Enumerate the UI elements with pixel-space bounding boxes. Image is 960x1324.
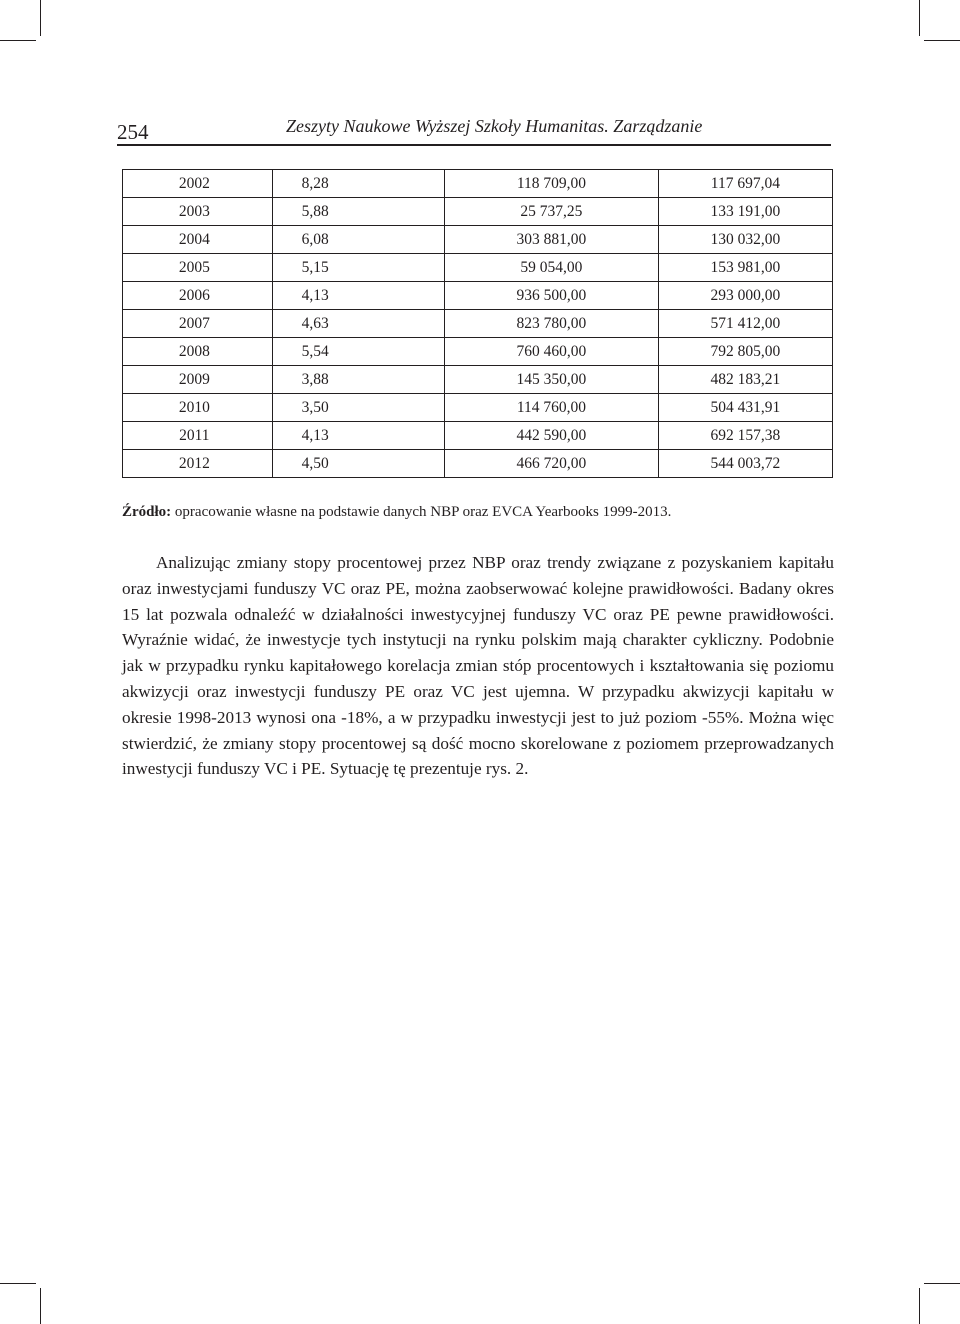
- cell-value-2: 153 981,00: [658, 254, 832, 282]
- table-row: [123, 422, 833, 450]
- cell-interest-rate: 8,28: [272, 170, 444, 198]
- cell-year: 2008: [123, 338, 273, 366]
- crop-mark-top-right-vertical: [919, 0, 920, 36]
- crop-mark-top-right-horizontal: [924, 40, 960, 41]
- table-row: [123, 450, 833, 478]
- crop-mark-bottom-left-horizontal: [0, 1283, 36, 1284]
- cell-year: 2007: [123, 310, 273, 338]
- cell-year: 2003: [123, 198, 273, 226]
- cell-interest-rate: 5,54: [272, 338, 444, 366]
- table-row: [123, 282, 833, 310]
- page-header: [117, 112, 831, 146]
- cell-value-1: 145 350,00: [445, 366, 659, 394]
- source-text: opracowanie własne na podstawie danych NBP oraz EVCA Yearbooks 1999-2013.: [171, 504, 672, 520]
- source-label: Źródło:: [122, 504, 172, 520]
- page-number: 254: [117, 120, 149, 144]
- body-paragraph: Analizując zmiany stopy procentowej przez NBP oraz trendy związane z pozyskaniem kapitału oraz inwestycjami funduszy VC oraz PE, można zaobserwować kolejne prawidłowości. Badany okres 15 lat pozwala odnaleźć w działalności inwestycyjnej funduszy VC oraz PE pewne prawidłowości. Wyraźnie widać, że inwestycje tych instytucji na rynku polskim mają charakter cykliczny. Podobnie jak w przypadku rynku kapitałowego korelacja zmian stóp procentowych i kształtowania się poziomu akwizycji oraz inwestycji funduszy PE oraz VC jest ujemna. W przypadku akwizycji kapitału w okresie 1998-2013 wynosi ona -18%, a w przypadku inwestycji jest to już poziom -55%. Można więc stwierdzić, że zmiany stopy procentowej są dość mocno skorelowane z poziomem przeprowadzanych inwestycji funduszy VC i PE. Sytuację tę prezentuje rys. 2.: [122, 553, 834, 779]
- crop-mark-bottom-left-vertical: [40, 1288, 41, 1324]
- table-row: [123, 366, 833, 394]
- data-table: [122, 169, 833, 478]
- cell-value-2: 792 805,00: [658, 338, 832, 366]
- table-row: [123, 254, 833, 282]
- cell-year: 2010: [123, 394, 273, 422]
- cell-interest-rate: 3,50: [272, 394, 444, 422]
- cell-interest-rate: 5,88: [272, 198, 444, 226]
- cell-value-1: 466 720,00: [445, 450, 659, 478]
- table-row: [123, 198, 833, 226]
- cell-value-2: 692 157,38: [658, 422, 832, 450]
- cell-value-1: 442 590,00: [445, 422, 659, 450]
- cell-value-2: 133 191,00: [658, 198, 832, 226]
- table-row: [123, 394, 833, 422]
- crop-mark-top-left-vertical: [40, 0, 41, 36]
- running-title: Zeszyty Naukowe Wyższej Szkoły Humanitas. Zarządzanie: [286, 116, 703, 136]
- cell-interest-rate: 4,50: [272, 450, 444, 478]
- cell-year: 2011: [123, 422, 273, 450]
- cell-value-2: 544 003,72: [658, 450, 832, 478]
- cell-value-1: 760 460,00: [445, 338, 659, 366]
- table-row: [123, 170, 833, 198]
- cell-value-2: 130 032,00: [658, 226, 832, 254]
- table-source-note: [122, 501, 833, 523]
- cell-value-2: 482 183,21: [658, 366, 832, 394]
- crop-mark-bottom-right-horizontal: [924, 1283, 960, 1284]
- cell-interest-rate: 4,13: [272, 282, 444, 310]
- table-row: [123, 310, 833, 338]
- cell-value-2: 571 412,00: [658, 310, 832, 338]
- cell-value-1: 25 737,25: [445, 198, 659, 226]
- cell-value-1: 118 709,00: [445, 170, 659, 198]
- cell-year: 2006: [123, 282, 273, 310]
- table-body: [123, 170, 833, 478]
- cell-value-1: 114 760,00: [445, 394, 659, 422]
- cell-interest-rate: 4,13: [272, 422, 444, 450]
- cell-value-2: 293 000,00: [658, 282, 832, 310]
- cell-value-2: 504 431,91: [658, 394, 832, 422]
- cell-value-1: 303 881,00: [445, 226, 659, 254]
- cell-year: 2004: [123, 226, 273, 254]
- cell-year: 2009: [123, 366, 273, 394]
- table-row: [123, 226, 833, 254]
- crop-mark-top-left-horizontal: [0, 40, 36, 41]
- cell-value-1: 823 780,00: [445, 310, 659, 338]
- cell-interest-rate: 3,88: [272, 366, 444, 394]
- cell-year: 2002: [123, 170, 273, 198]
- cell-interest-rate: 5,15: [272, 254, 444, 282]
- cell-value-2: 117 697,04: [658, 170, 832, 198]
- crop-mark-bottom-right-vertical: [919, 1288, 920, 1324]
- cell-year: 2012: [123, 450, 273, 478]
- cell-value-1: 59 054,00: [445, 254, 659, 282]
- cell-value-1: 936 500,00: [445, 282, 659, 310]
- cell-year: 2005: [123, 254, 273, 282]
- cell-interest-rate: 6,08: [272, 226, 444, 254]
- cell-interest-rate: 4,63: [272, 310, 444, 338]
- table-row: [123, 338, 833, 366]
